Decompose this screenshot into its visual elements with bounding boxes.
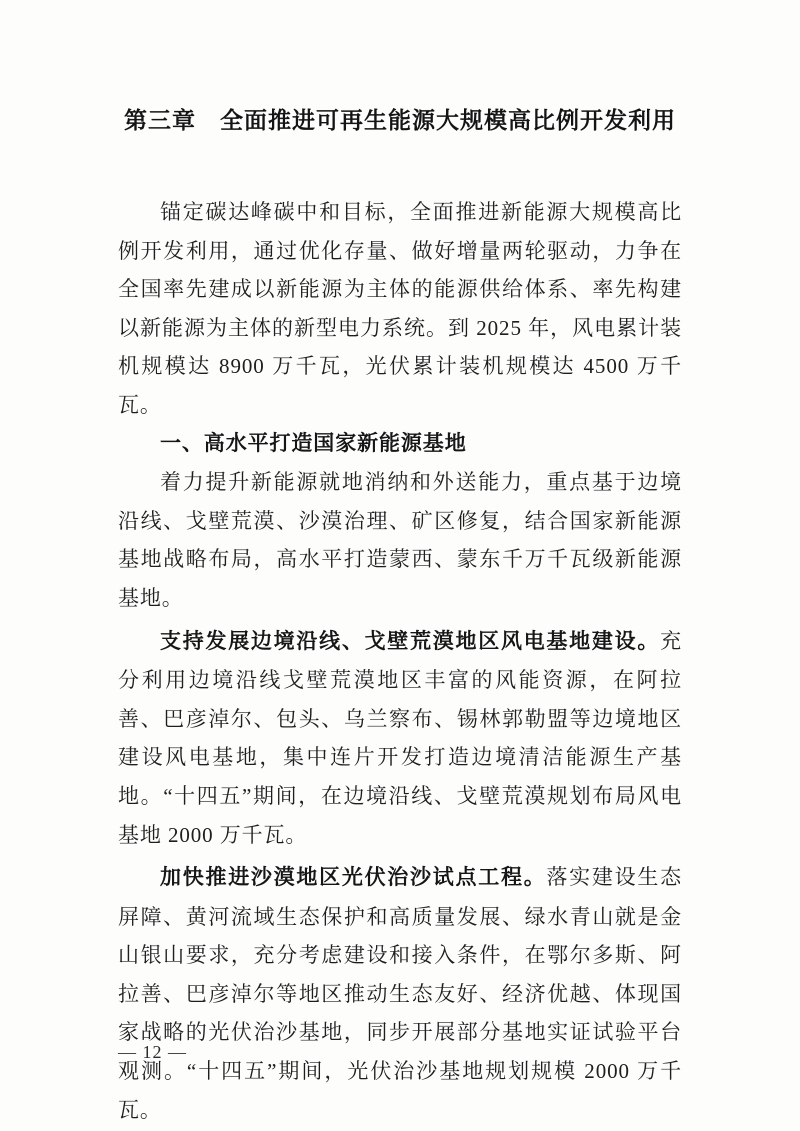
page-number: — 12 —: [118, 1042, 187, 1062]
section-heading: 一、高水平打造国家新能源基地: [160, 431, 467, 455]
paragraph-pv-desert-lead: 加快推进沙漠地区光伏治沙试点工程。: [160, 866, 547, 890]
paragraph-base-overview: 着力提升新能源就地消纳和外送能力，重点基于边境沿线、戈壁荒漠、沙漠治理、矿区修复，结合国家新能源基地战略布局，高水平打造蒙西、蒙东千万千瓦级新能源基地。: [118, 470, 682, 610]
page-content: [118, 0, 682, 1129]
paragraph-intro: 锚定碳达峰碳中和目标，全面推进新能源大规模高比例开发利用，通过优化存量、做好增量两轮驱动，力争在全国率先建成以新能源为主体的能源供给体系、率先构建以新能源为主体的新型电力系统。到 2025 年，风电累计装机规模达 8900 万千瓦，光伏累计装机规模达 4500 万千瓦。: [118, 200, 682, 417]
paragraph-pv-desert: [118, 858, 682, 1129]
paragraph-wind-base-body: 充分利用边境沿线戈壁荒漠地区丰富的风能资源，在阿拉善、巴彦淖尔、包头、乌兰察布、锡林郭勒盟等边境地区建设风电基地，集中连片开发打造边境清洁能源生产基地。“十四五”期间，在边境沿线、戈壁荒漠规划布局风电基地 2000 万千瓦。: [118, 628, 682, 847]
chapter-title: 第三章 全面推进可再生能源大规模高比例开发利用: [124, 107, 676, 133]
paragraph-pv-desert-body: 落实建设生态屏障、黄河流域生态保护和高质量发展、绿水青山就是金山银山要求，充分考虑建设和接入条件，在鄂尔多斯、阿拉善、巴彦淖尔等地区推动生态友好、经济优越、体现国家战略的光伏治沙基地，同步开展部分基地实证试验平台观测。“十四五”期间，光伏治沙基地规划规模 2000 万千瓦。: [118, 865, 682, 1122]
paragraph-wind-base-lead: 支持发展边境沿线、戈壁荒漠地区风电基地建设。: [160, 629, 661, 653]
paragraph-wind-base: [118, 622, 682, 855]
